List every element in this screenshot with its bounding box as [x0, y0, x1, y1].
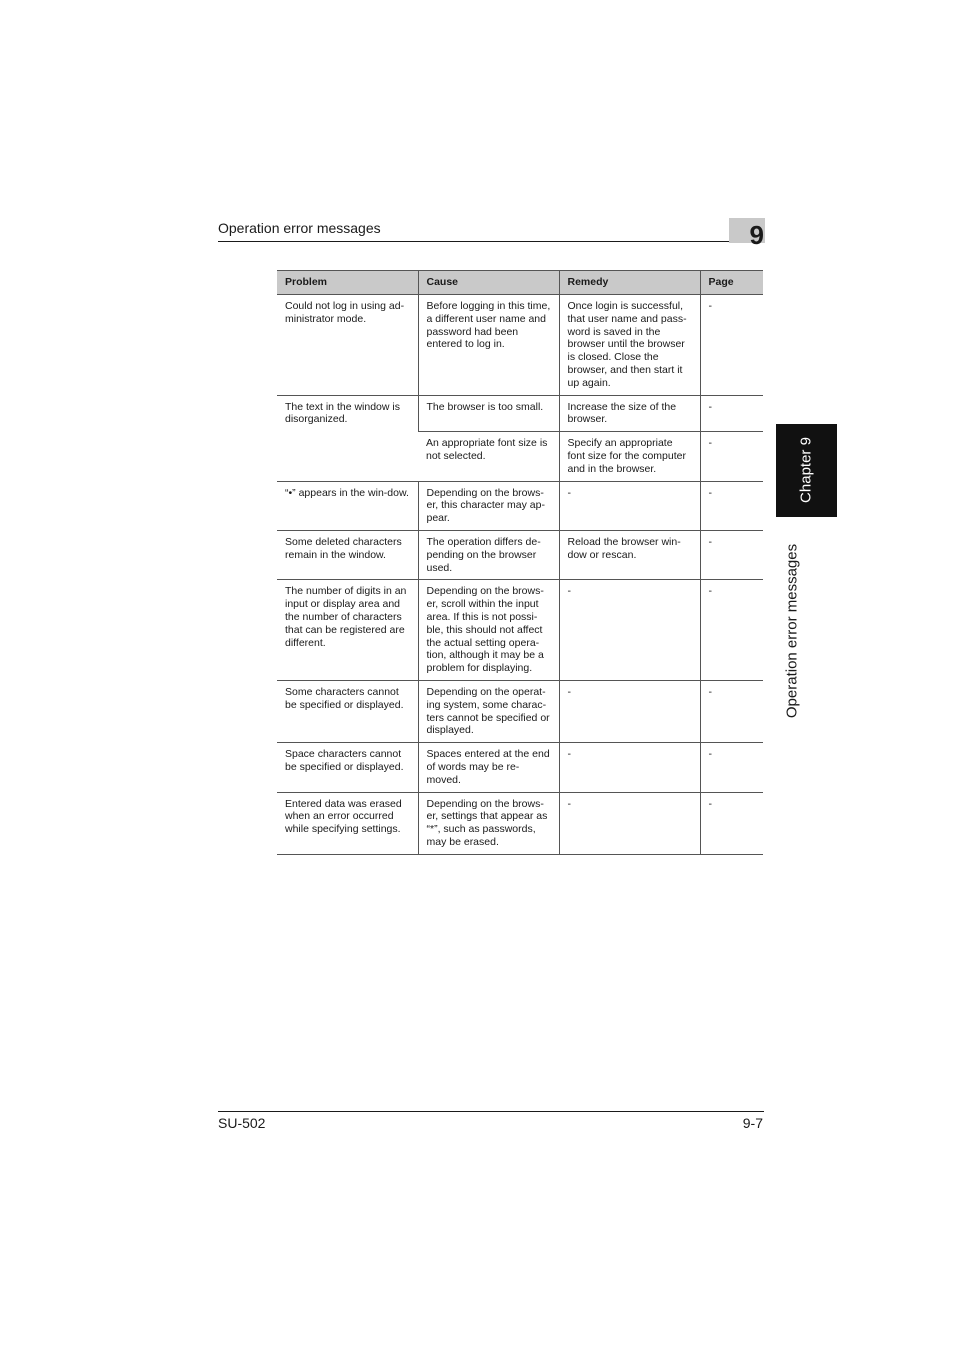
table-row	[277, 680, 763, 742]
table-row	[277, 530, 763, 579]
column-header-remedy: Remedy	[559, 271, 700, 295]
problem-cell: Could not log in using ad-ministrator mode.	[277, 295, 418, 396]
chapter-number: 9	[749, 220, 764, 250]
page-cell: -	[700, 530, 763, 579]
footer-rule	[218, 1111, 764, 1112]
error-table	[277, 270, 763, 855]
problem-cell: Some characters cannot be specified or displayed.	[277, 680, 418, 742]
footer-model: SU-502	[218, 1115, 266, 1131]
page-cell: -	[700, 295, 763, 396]
cause-cell: Spaces entered at the end of words may be re-moved.	[418, 743, 559, 792]
remedy-cell: Once login is successful, that user name and pass-word is saved in the browser until the browser is closed. Close the browser, and then start it up again.	[559, 295, 700, 396]
footer-page-number: 9-7	[742, 1115, 763, 1131]
remedy-cell: -	[559, 580, 700, 681]
cause-cell: An appropriate font size is not selected.	[418, 432, 559, 481]
header-rule	[218, 241, 764, 242]
remedy-cell: Reload the browser win-dow or rescan.	[559, 530, 700, 579]
table-row	[277, 580, 763, 681]
section-side-label: Operation error messages	[783, 543, 801, 719]
remedy-cell: Increase the size of the browser.	[559, 395, 700, 432]
cause-cell: The browser is too small.	[418, 395, 559, 432]
remedy-cell: -	[559, 481, 700, 530]
table-row	[277, 295, 763, 396]
page-cell: -	[700, 432, 763, 481]
problem-cell: The text in the window is disorganized.	[277, 395, 418, 481]
problem-cell: “•” appears in the win-dow.	[277, 481, 418, 530]
remedy-cell: Specify an appropriate font size for the computer and in the browser.	[559, 432, 700, 481]
table-header-row	[277, 271, 763, 295]
problem-cell: Space characters cannot be specified or displayed.	[277, 743, 418, 792]
page-cell: -	[700, 743, 763, 792]
problem-cell: Entered data was erased when an error occurred while specifying settings.	[277, 792, 418, 854]
chapter-number-badge	[729, 218, 765, 250]
column-header-page: Page	[700, 271, 763, 295]
cause-cell: Depending on the brows-er, scroll within the input area. If this is not possi-ble, this should not affect the actual setting opera-tion, although it may be a problem for displaying.	[418, 580, 559, 681]
remedy-cell: -	[559, 743, 700, 792]
cause-cell: Before logging in this time, a different user name and password had been entered to log in.	[418, 295, 559, 396]
header-title: Operation error messages	[218, 220, 381, 236]
column-header-problem: Problem	[277, 271, 418, 295]
column-header-cause: Cause	[418, 271, 559, 295]
remedy-cell: -	[559, 680, 700, 742]
page-cell: -	[700, 580, 763, 681]
problem-cell: Some deleted characters remain in the window.	[277, 530, 418, 579]
problem-cell: The number of digits in an input or display area and the number of characters that can be registered are different.	[277, 580, 418, 681]
chapter-side-tab-label: Chapter 9	[797, 437, 815, 503]
table-row	[277, 481, 763, 530]
table-row	[277, 395, 763, 432]
table-row	[277, 743, 763, 792]
page-cell: -	[700, 481, 763, 530]
cause-cell: Depending on the operat-ing system, some charac-ters cannot be specified or displayed.	[418, 680, 559, 742]
table-row	[277, 792, 763, 854]
remedy-cell: -	[559, 792, 700, 854]
cause-cell: The operation differs de-pending on the browser used.	[418, 530, 559, 579]
cause-cell: Depending on the brows-er, settings that appear as “*”, such as passwords, may be erased.	[418, 792, 559, 854]
cause-cell: Depending on the brows-er, this character may ap-pear.	[418, 481, 559, 530]
page-cell: -	[700, 395, 763, 432]
page-cell: -	[700, 680, 763, 742]
page-cell: -	[700, 792, 763, 854]
